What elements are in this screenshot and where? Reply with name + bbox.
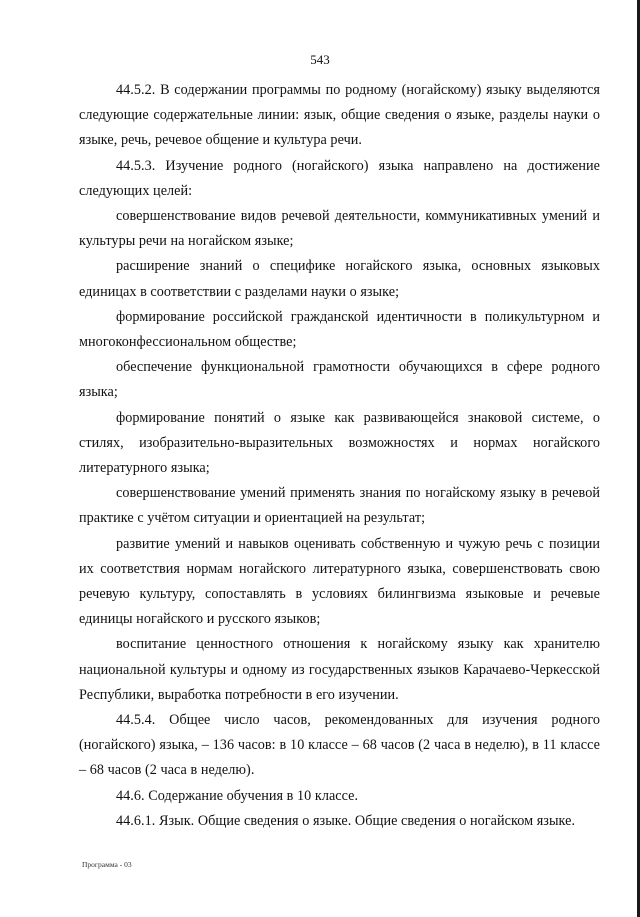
goal-item: совершенствование видов речевой деятельности, коммуникативных умений и культуры речи на ногайском языке; — [79, 208, 600, 250]
goal-item: воспитание ценностного отношения к ногайскому языку как хранителю национальной культуры и одному из государственных языков Карачаево-Черкесской Республики, выработка потребности в его изучении. — [79, 636, 600, 703]
footer-label: Программа - 03 — [82, 860, 132, 869]
paragraph-44-6-1: 44.6.1. Язык. Общие сведения о языке. Общие сведения о ногайском языке. — [116, 812, 576, 829]
goal-item: расширение знаний о специфике ногайского языка, основных языковых единицах в соответствии с разделами науки о языке; — [79, 258, 600, 300]
paragraph-44-5-3: 44.5.3. Изучение родного (ногайского) языка направлено на достижение следующих целей: — [79, 157, 600, 199]
paragraph-44-5-2: 44.5.2. В содержании программы по родному (ногайскому) языку выделяются следующие содержательные линии: язык, общие сведения о языке, разделы науки о языке, речь, речевое общение и культура речи. — [79, 82, 600, 149]
section-heading-44-6: 44.6. Содержание обучения в 10 классе. — [116, 787, 359, 804]
document-body — [79, 78, 600, 834]
goal-item: обеспечение функциональной грамотности обучающихся в сфере родного языка; — [79, 359, 600, 401]
paragraph-44-5-4: 44.5.4. Общее число часов, рекомендованных для изучения родного (ногайского) языка, – 136 часов: в 10 классе – 68 часов (2 часа в неделю), в 11 классе – 68 часов (2 часа в неделю). — [79, 712, 600, 779]
goal-item: развитие умений и навыков оценивать собственную и чужую речь с позиции их соответствия нормам ногайского литературного языка, совершенствовать свою речевую культуру, сопоставлять в условиях билингвизма языковые и речевые единицы ногайского и русского языков; — [79, 535, 600, 628]
goal-item: формирование понятий о языке как развивающейся знаковой системе, о стилях, изобразительно-выразительных возможностях и нормах ногайского литературного языка; — [79, 409, 600, 477]
goal-item: совершенствование умений применять знания по ногайскому языку в речевой практике с учётом ситуации и ориентацией на результат; — [79, 485, 600, 527]
goal-item: формирование российской гражданской идентичности в поликультурном и многоконфессиональном обществе; — [79, 308, 600, 351]
page-number: 543 — [310, 52, 330, 67]
